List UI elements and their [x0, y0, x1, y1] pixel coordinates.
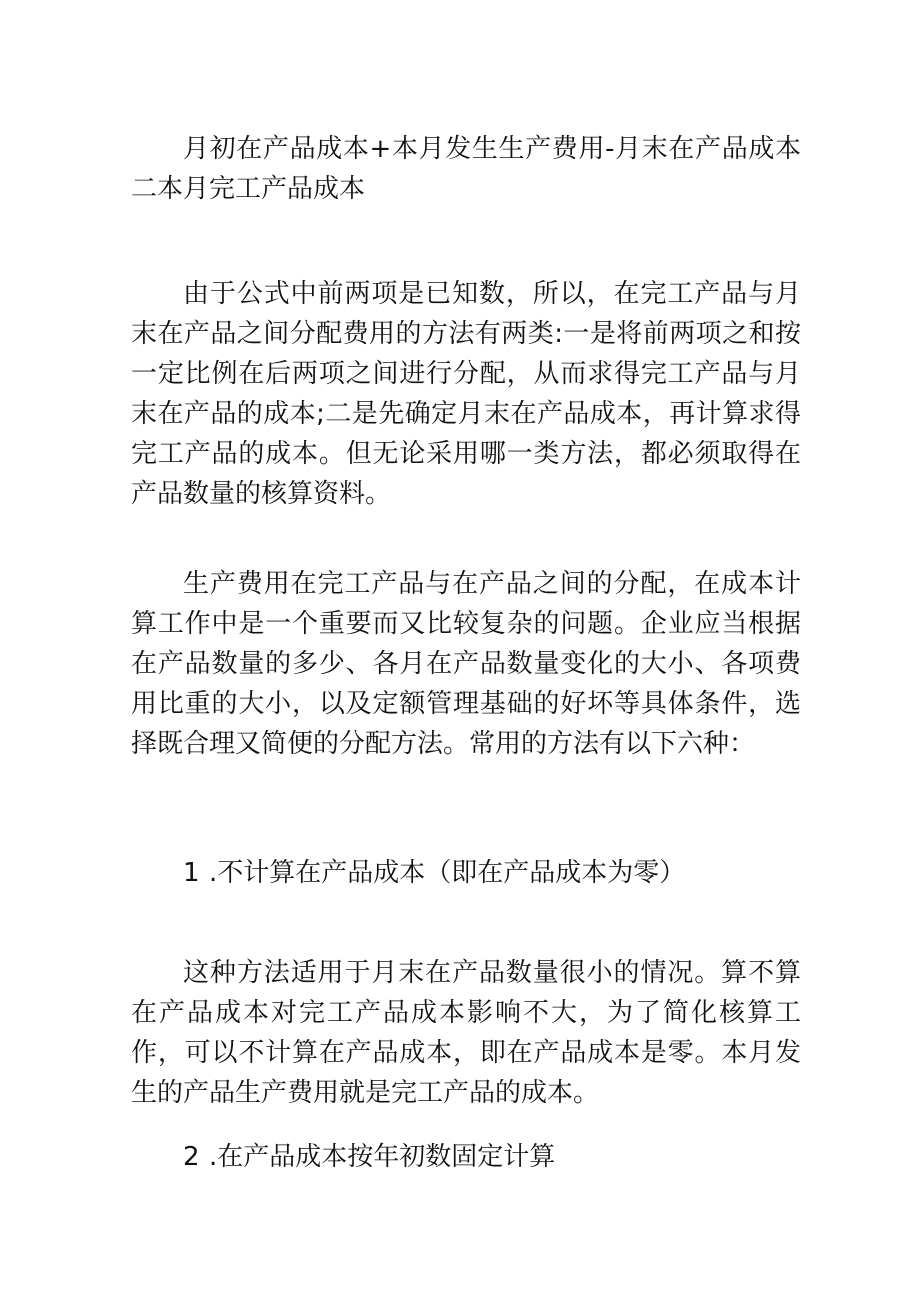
section-heading-2	[183, 1137, 555, 1177]
method-one-description: 这种方法适用于月末在产品数量很小的情况。算不算在产品成本对完工产品成本影响不大，为了简化核算工作，可以不计算在产品成本，即在产品成本是零。本月发生的产品生产费用就是完工产品的成本。	[131, 958, 801, 1108]
section-heading-1	[183, 853, 685, 893]
cost-distribution-paragraph: 生产费用在完工产品与在产品之间的分配，在成本计算工作中是一个重要而又比较复杂的问题。企业应当根据在产品数量的多少、各月在产品数量变化的大小、各项费用比重的大小，以及定额管理基础的好坏等具体条件，选择既合理又简便的分配方法。常用的方法有以下六种：	[131, 569, 801, 759]
section-number-2: 2	[183, 1142, 200, 1172]
section-number-1: 1	[183, 858, 200, 888]
section-title-2: .在产品成本按年初数固定计算	[209, 1142, 556, 1172]
allocation-methods-paragraph: 由于公式中前两项是已知数，所以，在完工产品与月末在产品之间分配费用的方法有两类:一是将前两项之和按一定比例在后两项之间进行分配，从而求得完工产品与月末在产品的成本;二是先确定月末在产品成本，再计算求得完工产品的成本。但无论采用哪一类方法，都必须取得在产品数量的核算资料。	[131, 279, 801, 509]
section-title-1: .不计算在产品成本（即在产品成本为零）	[209, 858, 686, 888]
formula-paragraph: 月初在产品成本+本月发生生产费用-月末在产品成本二本月完工产品成本	[131, 134, 801, 204]
